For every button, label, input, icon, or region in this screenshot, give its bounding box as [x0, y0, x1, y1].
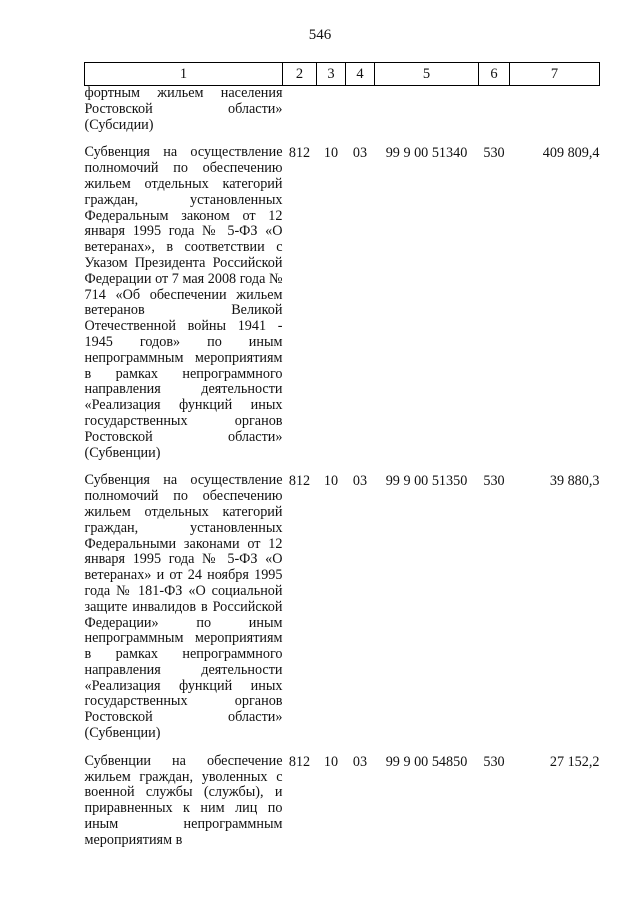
cell-amount: 27 152,2 [549, 753, 600, 770]
column-header: 1 [85, 63, 283, 86]
cell-section: 10 [323, 473, 339, 490]
budget-table [84, 62, 600, 857]
cell-expense-type: 530 [483, 753, 505, 770]
cell-expense-type: 530 [483, 145, 505, 162]
cell-subsection: 03 [352, 473, 368, 490]
column-header: 4 [346, 63, 375, 86]
cell-section [317, 86, 346, 142]
cell-section: 10 [323, 753, 339, 770]
cell-ministry: 812 [288, 473, 311, 490]
cell-subsection [346, 86, 375, 142]
table-row [85, 750, 600, 857]
cell-target-article: 99 9 00 51340 [385, 145, 468, 162]
cell-section: 10 [323, 145, 339, 162]
table-row [85, 141, 600, 469]
column-header-row [85, 63, 600, 86]
cell-subsection: 03 [352, 753, 368, 770]
table-row [85, 469, 600, 750]
column-header: 7 [510, 63, 600, 86]
column-header: 3 [317, 63, 346, 86]
page-number: 546 [308, 27, 332, 43]
cell-amount [510, 86, 600, 142]
cell-amount: 39 880,3 [549, 473, 600, 490]
row-description: фортным жильем населения Ростовской области» (Субсидии) [84, 85, 283, 133]
cell-target-article: 99 9 00 51350 [385, 473, 468, 490]
cell-expense-type: 530 [483, 473, 505, 490]
cell-ministry: 812 [288, 145, 311, 162]
column-header: 2 [283, 63, 317, 86]
column-header: 6 [479, 63, 510, 86]
column-header: 5 [375, 63, 479, 86]
cell-subsection: 03 [352, 145, 368, 162]
row-description: Субвенция на осуществление полномочий по обеспечению жильем отдельных категорий граждан, установленных Федеральными законами от 12 января 1995 года № 5-ФЗ «О ветеранах» и от 24 ноября 1995 года № 181-ФЗ «О социальной защите инвалидов в Российской Федерации» по иным непрограммным мероприятиям в рамках непрограммного направления деятельности «Реализация функций иных государственных органов Ростовской области» (Субвенции) [84, 472, 283, 742]
cell-ministry: 812 [288, 753, 311, 770]
cell-amount: 409 809,4 [542, 145, 600, 162]
table-row [85, 86, 600, 142]
cell-expense-type [479, 86, 510, 142]
cell-target-article [375, 86, 479, 142]
cell-ministry [283, 86, 317, 142]
row-description: Субвенция на осуществление полномочий по обеспечению жильем отдельных категорий граждан, установленных Федеральным законом от 12 января 1995 года № 5-ФЗ «О ветеранах», в соответствии с Указом Президента Российской Федерации от 7 мая 2008 года № 714 «Об обеспечении жильем ветеранов Великой Отечественной войны 1941 - 1945 годов» по иным непрограммным мероприятиям в рамках непрограммного направления деятельности «Реализация функций иных государственных органов Ростовской области» (Субвенции) [84, 144, 283, 461]
cell-target-article: 99 9 00 54850 [385, 753, 468, 770]
row-description: Субвенции на обеспечение жильем граждан, уволенных с военной службы (службы), и приравненных к ним лиц по иным непрограммным мероприятиям в [84, 752, 283, 848]
